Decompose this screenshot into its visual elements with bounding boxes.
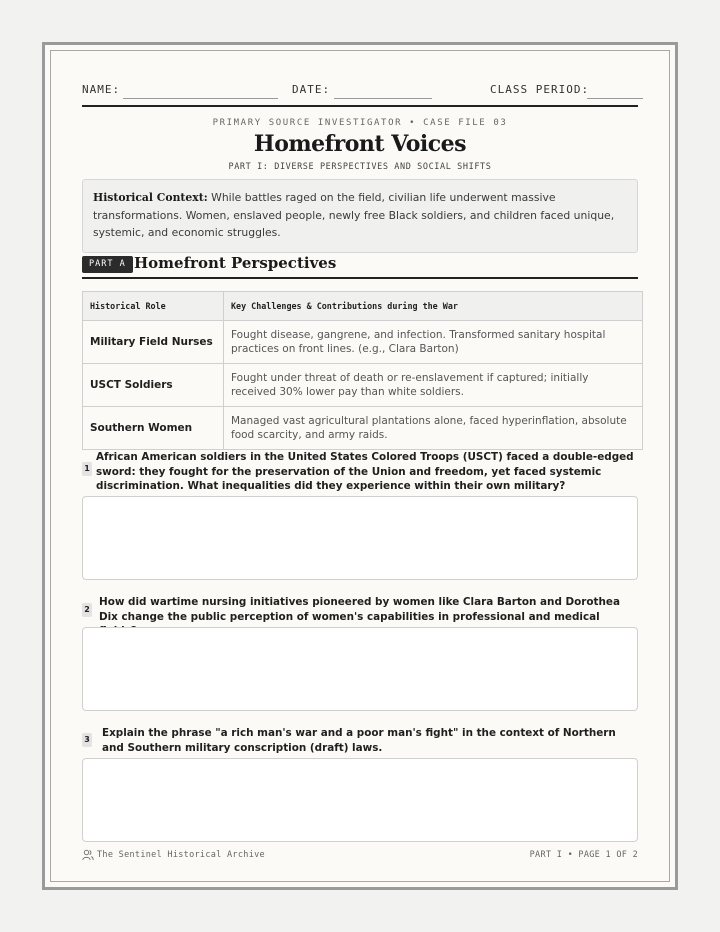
question-number: 1 (82, 462, 92, 476)
column-header-role: Historical Role (83, 292, 224, 321)
class-period-label: CLASS PERIOD: (490, 83, 590, 96)
description-cell: Fought under threat of death or re-enslavement if captured; initially received 30% lower pay than white soldiers. (224, 364, 643, 407)
page-inner-border (50, 50, 670, 882)
table-row (83, 364, 643, 407)
part-title: Homefront Perspectives (134, 254, 337, 272)
historical-context-box (82, 179, 638, 253)
page-content (82, 51, 638, 881)
page-indicator: PART I • PAGE 1 OF 2 (529, 850, 638, 860)
question-text: How did wartime nursing initiatives pioneered by women like Clara Barton and Dorothea Dix change the public perception of women's capabilities in professional and medical (99, 596, 620, 623)
context-label: Historical Context: (93, 191, 208, 204)
table-header-row (83, 292, 643, 321)
table-row (83, 321, 643, 364)
question-number: 3 (82, 733, 92, 747)
answer-box-2[interactable] (82, 627, 638, 711)
context-text: While battles raged on the field, civilian life underwent massive transformations. Women, enslaved people, newly free Black soldiers, and children faced unique, systemic, and economic struggles. (93, 191, 615, 239)
answer-box-1[interactable] (82, 496, 638, 580)
table-row (83, 407, 643, 450)
page-title: Homefront Voices (253, 131, 467, 157)
question-text: African American soldiers in the United States Colored Troops (USCT) faced a double-edged sword: they fought for the preservation of the Union and freedom, yet faced systemic discrimination. What inequalities did they experience within their own military? (96, 451, 634, 492)
student-info-header (82, 81, 638, 107)
question-number: 2 (82, 603, 92, 617)
archive-name: The Sentinel Historical Archive (97, 850, 265, 860)
description-cell: Fought disease, gangrene, and infection. Transformed sanitary hospital practices on front lines. (e.g., Clara Barton) (224, 321, 643, 364)
case-file-kicker: PRIMARY SOURCE INVESTIGATOR • CASE FILE 03 (212, 118, 508, 128)
class-period-field[interactable] (587, 98, 643, 99)
page-footer (82, 849, 638, 863)
worksheet-page (42, 42, 678, 890)
role-cell: USCT Soldiers (83, 364, 224, 407)
page-subtitle: PART I: DIVERSE PERSPECTIVES AND SOCIAL SHIFTS (228, 162, 492, 172)
role-cell: Military Field Nurses (83, 321, 224, 364)
people-icon (82, 849, 94, 861)
answer-box-3[interactable] (82, 758, 638, 842)
part-a-heading (82, 255, 638, 279)
name-field[interactable] (123, 98, 278, 99)
date-field[interactable] (334, 98, 432, 99)
column-header-challenges: Key Challenges & Contributions during the War (224, 292, 643, 321)
question-text: Explain the phrase "a rich man's war and a poor man's fight" in the context of Northern and Southern military conscription (draft) laws. (102, 727, 616, 754)
date-label: DATE: (292, 83, 331, 96)
perspectives-table (82, 291, 643, 450)
name-label: NAME: (82, 83, 121, 96)
description-cell: Managed vast agricultural plantations alone, faced hyperinflation, absolute food scarcity, and army raids. (224, 407, 643, 450)
role-cell: Southern Women (83, 407, 224, 450)
part-badge: PART A (82, 256, 133, 273)
